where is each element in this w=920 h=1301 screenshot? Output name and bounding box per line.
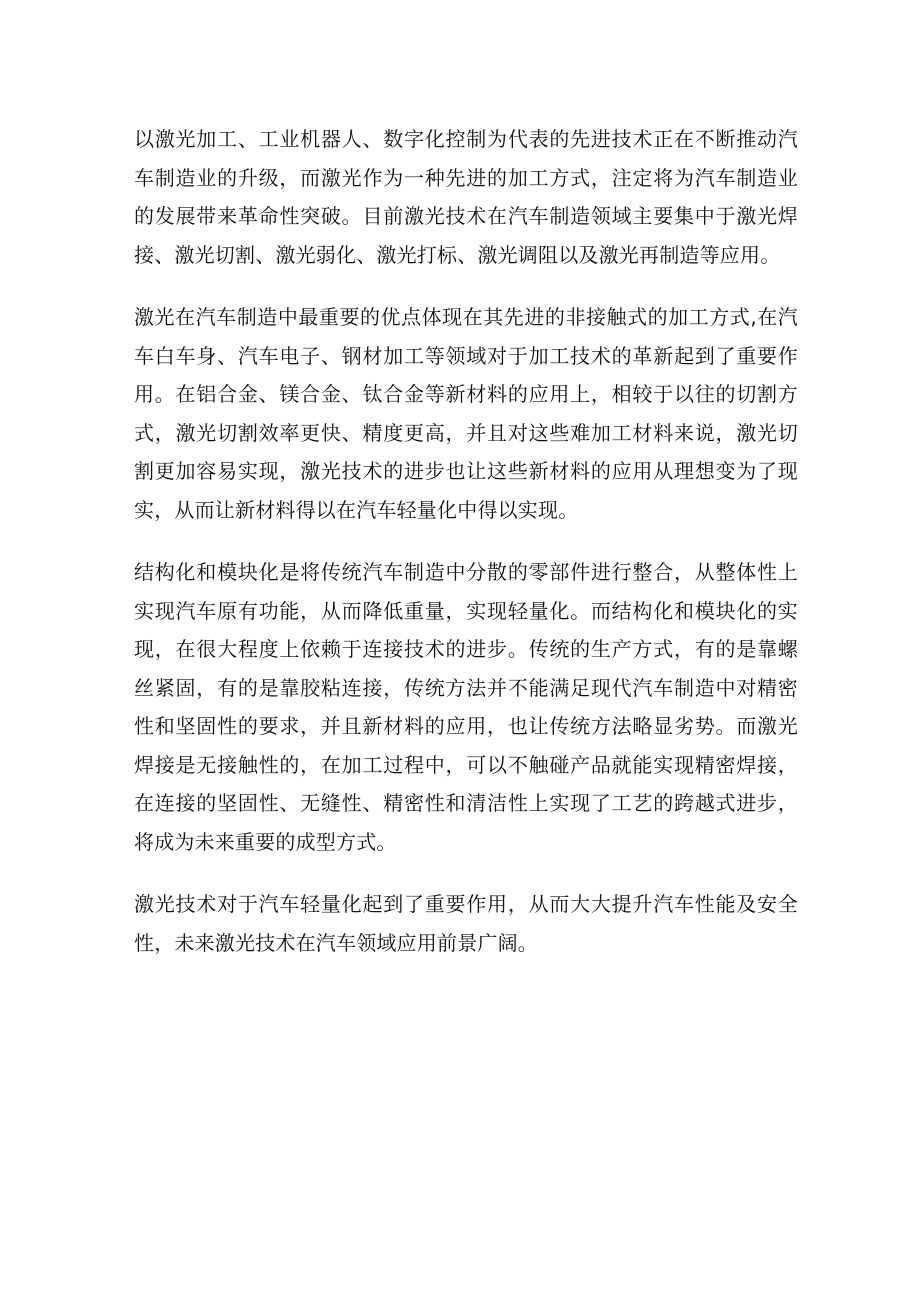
paragraph-2: 激光在汽车制造中最重要的优点体现在其先进的非接触式的加工方式,在汽车白车身、汽车电子、钢材加工等领域对于加工技术的革新起到了重要作用。在铝合金、镁合金、钛合金等新材料的应用上，相较于以往的切割方式，激光切割效率更快、精度更高，并且对这些难加工材料来说，激光切割更加容易实现，激光技术的进步也让这些新材料的应用从理想变为了现实，从而让新材料得以在汽车轻量化中得以实现。 bbox=[134, 305, 798, 522]
document-body bbox=[134, 120, 798, 986]
paragraph-3: 结构化和模块化是将传统汽车制造中分散的零部件进行整合，从整体性上实现汽车原有功能，从而降低重量，实现轻量化。而结构化和模块化的实现，在很大程度上依赖于连接技术的进步。传统的生产方式，有的是靠螺丝紧固，有的是靠胶粘连接，传统方法并不能满足现代汽车制造中对精密性和坚固性的要求，并且新材料的应用，也让传统方法略显劣势。而激光焊接是无接触性的，在加工过程中，可以不触碰产品就能实现精密焊接，在连接的坚固性、无缝性、精密性和清洁性上实现了工艺的跨越式进步，将成为未来重要的成型方式。 bbox=[134, 560, 798, 854]
paragraph-4: 激光技术对于汽车轻量化起到了重要作用，从而大大提升汽车性能及安全性，未来激光技术在汽车领域应用前景广阔。 bbox=[134, 892, 798, 955]
paragraph-1: 以激光加工、工业机器人、数字化控制为代表的先进技术正在不断推动汽车制造业的升级，而激光作为一种先进的加工方式，注定将为汽车制造业的发展带来革命性突破。目前激光技术在汽车制造领域主要集中于激光焊接、激光切割、激光弱化、激光打标、激光调阻以及激光再制造等应用。 bbox=[134, 127, 798, 267]
